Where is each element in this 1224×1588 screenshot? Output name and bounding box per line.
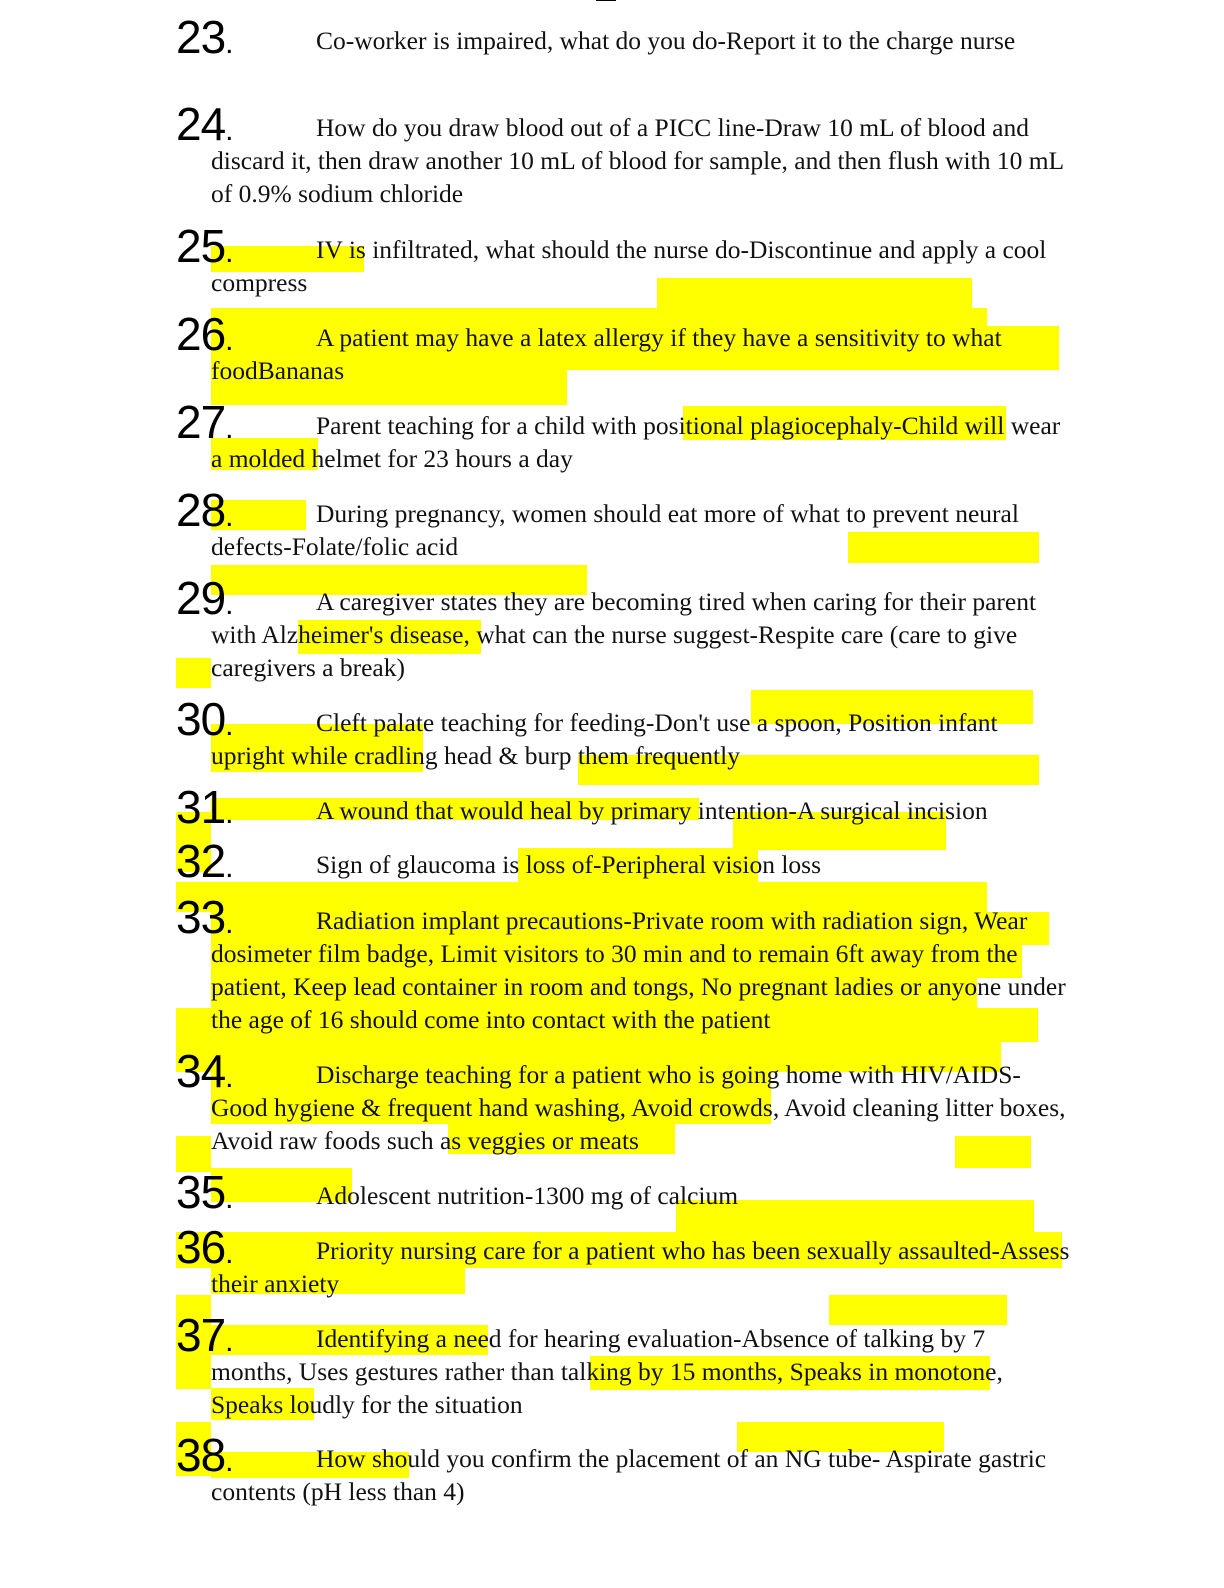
item-text: A wound that would heal by primary intention-A surgical incision bbox=[316, 796, 988, 825]
item-number: 35. bbox=[176, 1166, 233, 1218]
item-number: 31. bbox=[176, 781, 233, 833]
item-text: Discharge teaching for a patient who is going home with HIV/AIDS-Good hygiene & frequent hand washing, Avoid crowds, Avoid cleaning litter boxes, Avoid raw foods such as veggies or meats bbox=[211, 1060, 1066, 1155]
item-text: Priority nursing care for a patient who has been sexually assaulted-Assess their anxiety bbox=[211, 1236, 1070, 1298]
item-number: 26. bbox=[176, 308, 233, 360]
item-number: 24. bbox=[176, 98, 233, 150]
item-text: Co-worker is impaired, what do you do-Report it to the charge nurse bbox=[316, 26, 1016, 55]
top-rule bbox=[596, 0, 616, 1]
item-number: 34. bbox=[176, 1045, 233, 1097]
item-number: 37. bbox=[176, 1309, 233, 1361]
item-number: 36. bbox=[176, 1221, 233, 1273]
item-text: A patient may have a latex allergy if they have a sensitivity to what foodBananas bbox=[211, 323, 1002, 385]
item-text: A caregiver states they are becoming tired when caring for their parent with Alzheimer's disease, what can the nurse suggest-Respite care (care to give caregivers a break) bbox=[211, 587, 1037, 682]
item-number: 23. bbox=[176, 11, 233, 63]
item-number: 29. bbox=[176, 572, 233, 624]
item-number: 27. bbox=[176, 396, 233, 448]
item-text: Radiation implant precautions-Private room with radiation sign, Wear dosimeter film badge, Limit visitors to 30 min and to remain 6ft away from the patient, Keep lead container in room and tongs, No pregnant ladies or anyone under the age of 16 should come into contact with the patient bbox=[211, 906, 1066, 1034]
item-text: Cleft palate teaching for feeding-Don't use a spoon, Position infant upright while cradling head & burp them frequently bbox=[211, 708, 998, 770]
item-number: 25. bbox=[176, 220, 233, 272]
item-text: Identifying a need for hearing evaluation-Absence of talking by 7 months, Uses gestures rather than talking by 15 months, Speaks in monotone, Speaks loudly for the situation bbox=[211, 1324, 1003, 1419]
item-text: Parent teaching for a child with positional plagiocephaly-Child will wear a molded helmet for 23 hours a day bbox=[211, 411, 1061, 473]
item-text: IV is infiltrated, what should the nurse do-Discontinue and apply a cool compress bbox=[211, 235, 1047, 297]
item-text: How should you confirm the placement of an NG tube- Aspirate gastric contents (pH less than 4) bbox=[211, 1444, 1047, 1506]
item-number: 28. bbox=[176, 484, 233, 536]
item-number: 33. bbox=[176, 891, 233, 943]
item-number: 38. bbox=[176, 1429, 233, 1481]
item-text: Sign of glaucoma is loss of-Peripheral vision loss bbox=[316, 850, 821, 879]
item-number: 30. bbox=[176, 693, 233, 745]
item-number: 32. bbox=[176, 835, 233, 887]
highlight-band bbox=[176, 658, 211, 688]
item-text: How do you draw blood out of a PICC line-Draw 10 mL of blood and discard it, then draw another 10 mL of blood for sample, and then flush with 10 mL of 0.9% sodium chloride bbox=[211, 113, 1064, 208]
item-text: During pregnancy, women should eat more of what to prevent neural defects-Folate/folic acid bbox=[211, 499, 1019, 561]
item-text: Adolescent nutrition-1300 mg of calcium bbox=[316, 1181, 739, 1210]
